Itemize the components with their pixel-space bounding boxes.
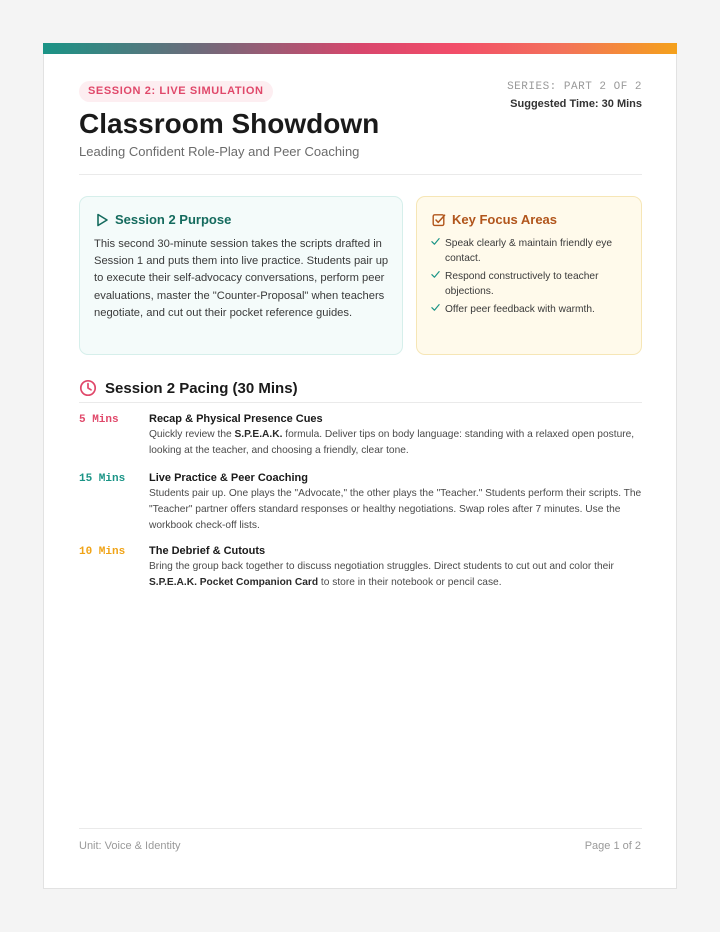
suggested-time: Suggested Time: 30 Mins [510, 98, 642, 110]
pacing-title: Session 2 Pacing (30 Mins) [105, 379, 298, 397]
pacing-item-title: Live Practice & Peer Coaching [149, 472, 308, 484]
page-subtitle: Leading Confident Role-Play and Peer Coaching [79, 144, 360, 159]
purpose-card [79, 196, 403, 355]
pacing-description: Students pair up. One plays the "Advocate," the other plays the "Teacher." Students perform their scripts. The "Teacher" partner offers standard responses or healthy negotiations. Swap roles after 7 minutes. Use the workbook check-off lists. [149, 488, 642, 531]
series-label: SERIES: PART 2 OF 2 [507, 81, 642, 93]
session-badge: SESSION 2: LIVE SIMULATION [79, 81, 273, 102]
focus-card-title [432, 212, 557, 227]
pacing-time: 10 Mins [79, 546, 126, 558]
page-title: Classroom Showdown [79, 108, 380, 139]
pacing-item-title: The Debrief & Cutouts [149, 545, 266, 557]
purpose-card-title [95, 212, 231, 227]
pacing-divider [79, 402, 642, 403]
purpose-title-text: Session 2 Purpose [115, 212, 232, 227]
pacing-content [149, 412, 642, 459]
desc-text: to store in their notebook or pencil case. [318, 577, 502, 588]
pacing-content [149, 544, 642, 591]
focus-card [416, 196, 642, 355]
pacing-item-title: Recap & Physical Presence Cues [149, 413, 323, 425]
desc-text: Bring the group back together to discuss negotiation struggles. Direct students to cut out and color their [149, 561, 614, 572]
check-icon [431, 237, 440, 246]
check-icon [431, 303, 440, 312]
footer-page-number: Page 1 of 2 [584, 840, 641, 852]
purpose-body: This second 30-minute session takes the scripts drafted in Session 1 and puts them into live practice. Students pair up to execute their self-advocacy conversations, perform peer evaluations, master the "Counter-Proposal" when teachers negotiate, and cut out their pocket reference guides. [94, 238, 389, 319]
list-item [431, 236, 631, 266]
play-icon [95, 213, 109, 227]
worksheet-page [43, 43, 677, 889]
pacing-description [149, 427, 642, 459]
focus-list [431, 236, 631, 320]
clock-icon [79, 379, 97, 397]
checkbox-icon [432, 213, 446, 227]
list-item [431, 269, 631, 299]
desc-text: Quickly review the [149, 429, 235, 440]
pacing-description [149, 559, 642, 591]
footer-unit: Unit: Voice & Identity [79, 840, 181, 852]
desc-text: formula. Deliver tips on body language: standing with a relaxed open posture, looking at the teacher, and choosing a friendly, clear tone. [149, 429, 635, 456]
list-item [431, 302, 631, 317]
desc-bold-text: S.P.E.A.K. Pocket Companion Card [149, 577, 319, 588]
focus-item-text: Respond constructively to teacher objections. [445, 271, 599, 297]
check-icon [431, 270, 440, 279]
accent-gradient-bar [43, 43, 677, 54]
focus-item-text: Offer peer feedback with warmth. [445, 304, 595, 315]
footer-divider [79, 828, 642, 829]
pacing-header [79, 374, 642, 402]
header-divider [79, 174, 642, 175]
pacing-time: 5 Mins [79, 414, 119, 426]
focus-item-text: Speak clearly & maintain friendly eye contact. [445, 238, 613, 264]
focus-title-text: Key Focus Areas [452, 212, 558, 227]
pacing-content [149, 471, 642, 534]
desc-bold-text: S.P.E.A.K. [234, 429, 283, 440]
pacing-time: 15 Mins [79, 473, 126, 485]
